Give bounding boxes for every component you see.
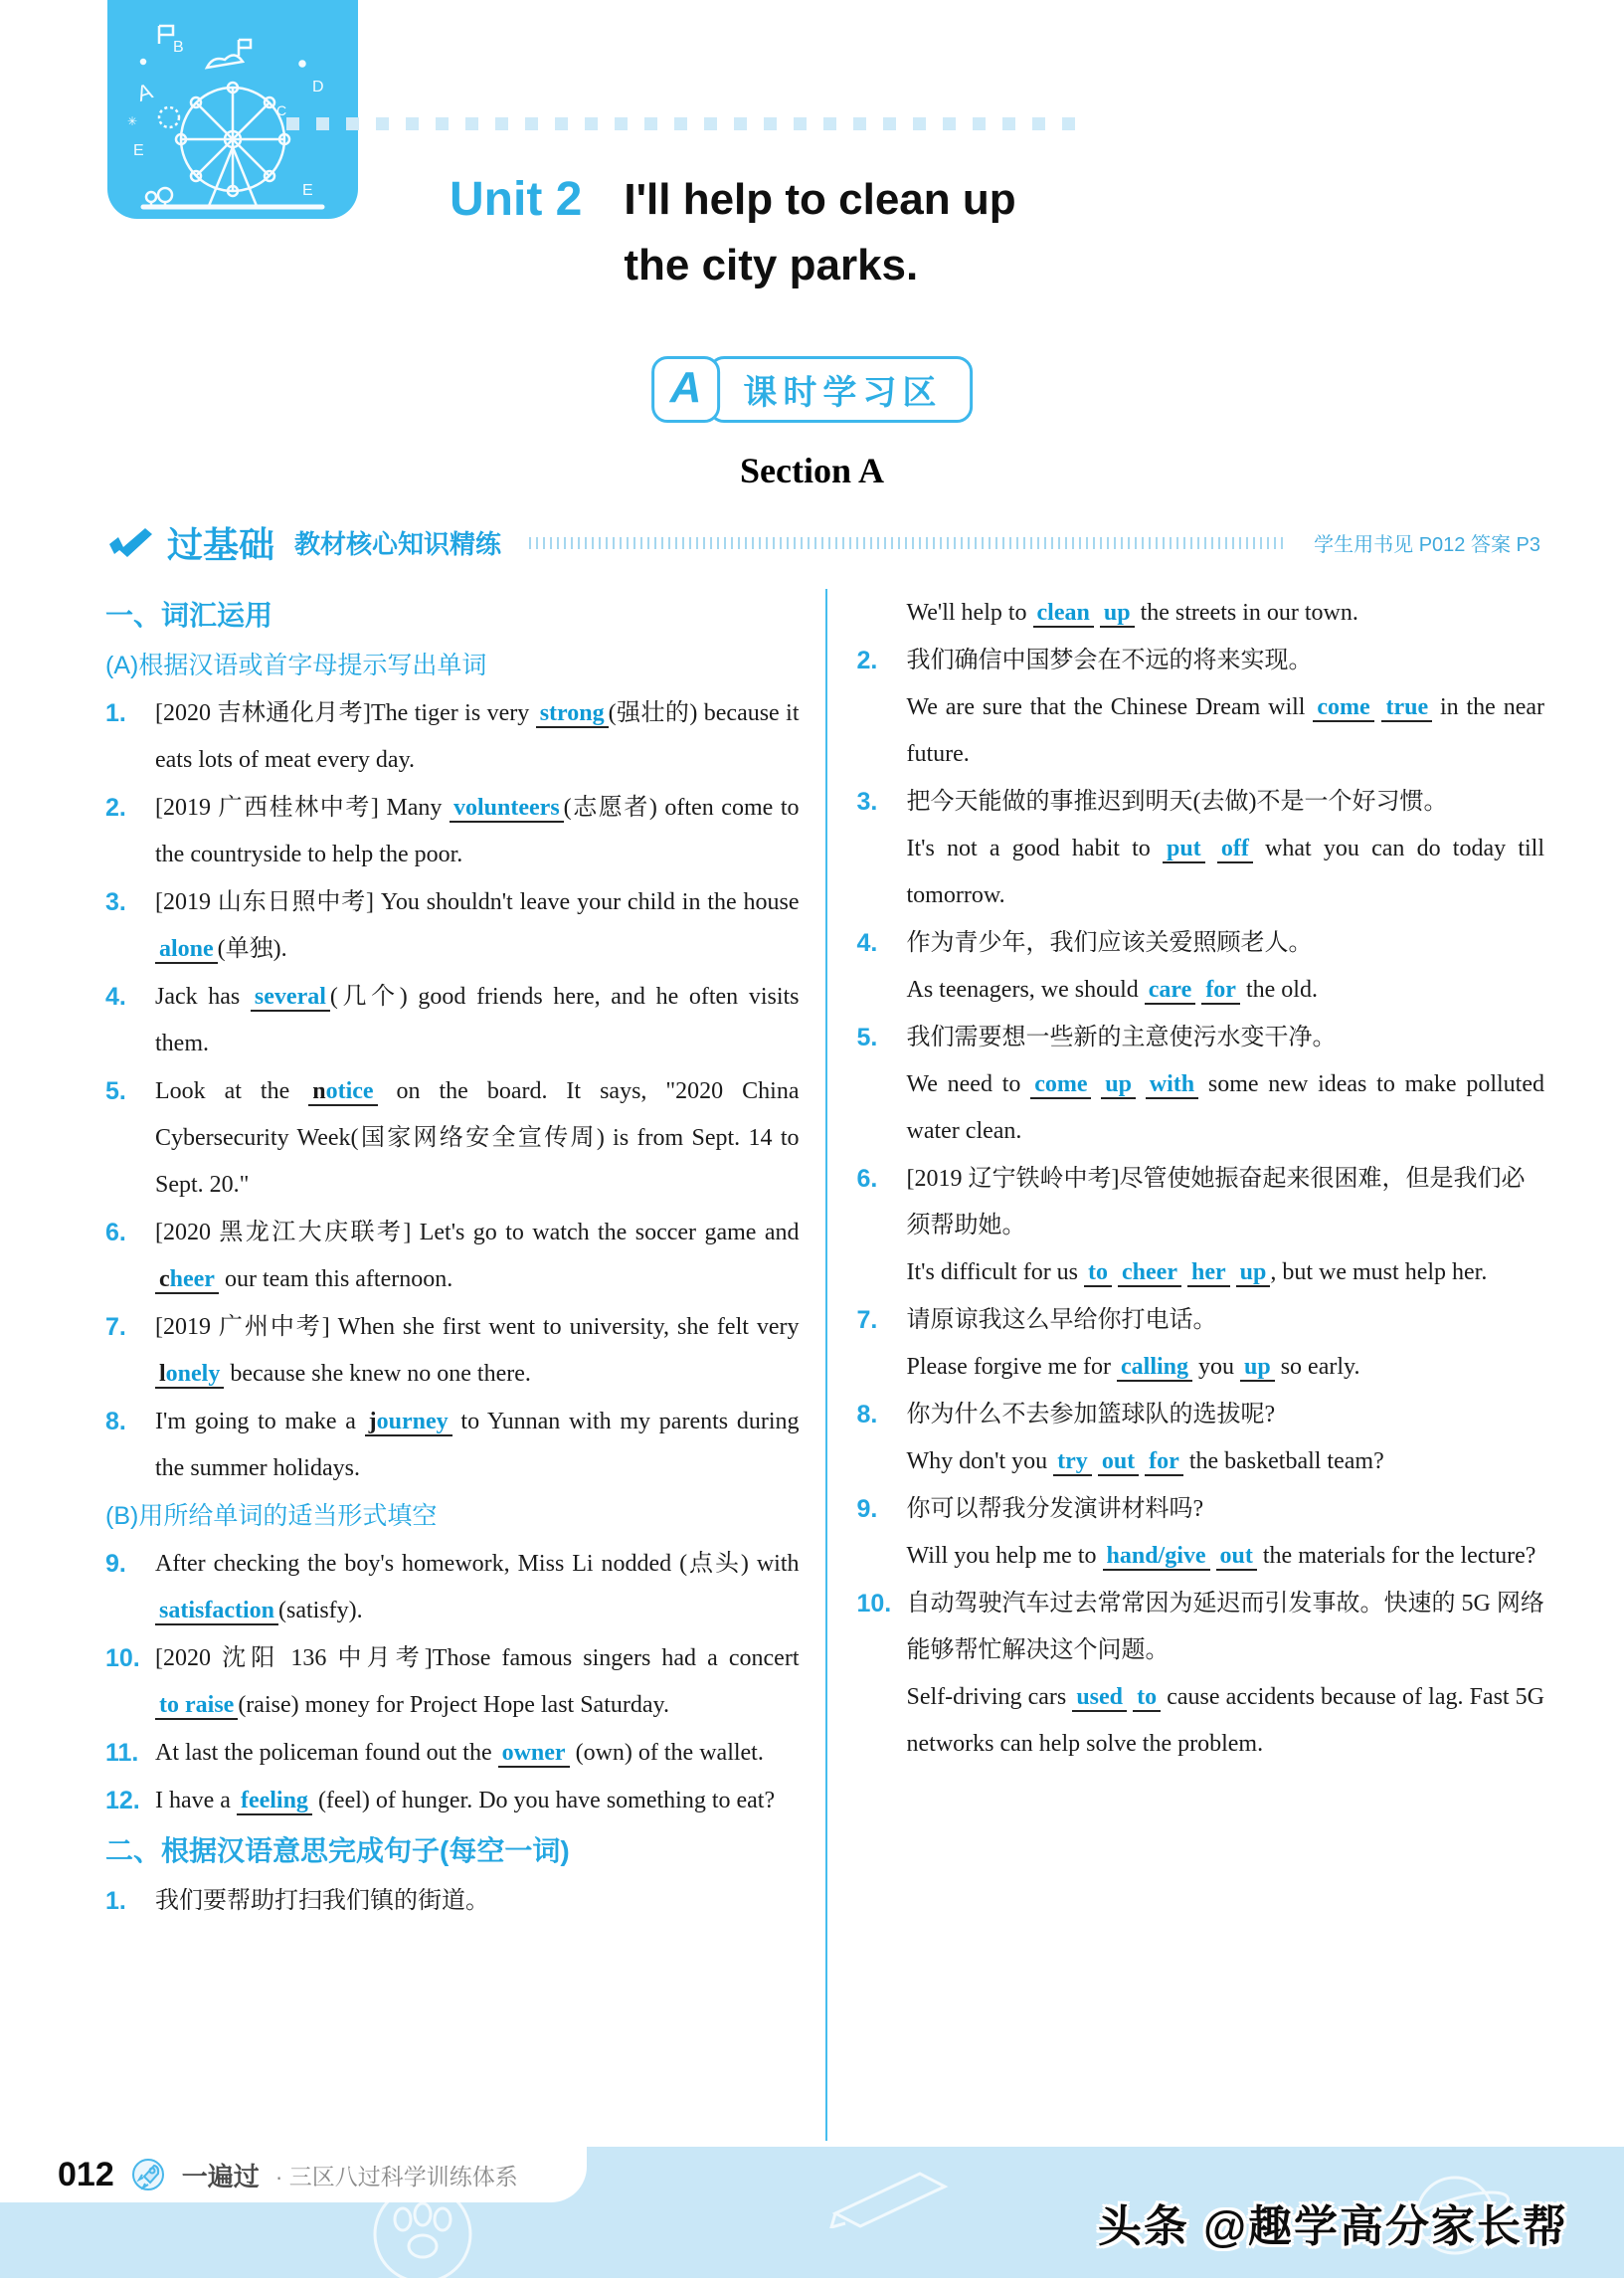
item-number: 3. — [856, 788, 878, 816]
answer-blank: up — [1240, 1354, 1275, 1382]
answer-blank: to raise — [155, 1692, 238, 1720]
english-answer-sentence: We need to come up with some new ideas to make polluted water clean. — [906, 1071, 1544, 1144]
item-body — [907, 590, 1545, 637]
unit-title-line1: I'll help to clean up — [624, 175, 1016, 224]
zone-badge — [651, 356, 974, 423]
item-body — [907, 638, 1545, 778]
answer-blank: up — [1100, 600, 1135, 628]
exercise-item — [105, 1878, 800, 1925]
item-number: 1. — [105, 699, 126, 727]
svg-text:B: B — [173, 39, 184, 56]
chinese-prompt: 我们需要想一些新的主意使污水变干净。 — [906, 1025, 1337, 1050]
answer-blank: true — [1381, 694, 1432, 722]
item-number: 10. — [105, 1644, 140, 1672]
answer-blank: put — [1163, 836, 1205, 863]
item-body — [155, 690, 800, 784]
exercise-item — [105, 1778, 800, 1824]
pencil-doodle — [825, 2159, 965, 2228]
page-ref: 学生用书见 P012 答案 P3 — [1314, 534, 1540, 556]
ferris-wheel-art — [107, 0, 358, 219]
item-number: 9. — [856, 1495, 878, 1523]
item-body — [907, 1156, 1545, 1296]
first-letter-hint: c — [159, 1266, 170, 1292]
sentence: At last the policeman found out the owner (own) of the wallet. — [155, 1740, 764, 1766]
sentence: Look at the notice on the board. It says, "2020 China Cybersecurity Week(国家网络安全宣传周) is from Sept. 14 to Sept. 20." — [155, 1078, 800, 1198]
answer-blank: strong — [536, 700, 609, 728]
english-answer-sentence: Self-driving cars used to cause accidents because of lag. Fast 5G networks can help solve the problem. — [906, 1684, 1544, 1757]
zone-badge-label: 课时学习区 — [708, 356, 973, 423]
answer-blank: calling — [1117, 1354, 1192, 1382]
answer-blank: feeling — [237, 1788, 312, 1815]
item-body — [155, 879, 800, 973]
exercise-item — [857, 1392, 1545, 1485]
answer-blank: come — [1313, 694, 1373, 722]
exercise-item — [105, 974, 800, 1067]
unit-label: Unit 2 — [450, 173, 583, 226]
item-body — [907, 1486, 1545, 1580]
sentence: [2019 广西桂林中考] Many volunteers (志愿者) often come to the countryside to help the poor. — [155, 795, 800, 867]
sentence: [2019 广州中考] When she first went to university, she felt very lonely because she knew no one there. — [155, 1314, 800, 1387]
item-body — [155, 1878, 800, 1925]
item-body — [907, 1297, 1545, 1391]
exercise-item — [105, 785, 800, 878]
exercise-item — [105, 1635, 800, 1729]
item-number: 8. — [105, 1408, 126, 1435]
english-answer-sentence: We are sure that the Chinese Dream will come true in the near future. — [906, 694, 1544, 767]
answer-blank: journey — [365, 1409, 452, 1436]
exercise-item — [857, 590, 1545, 637]
svg-text:✳: ✳ — [127, 114, 138, 128]
right-column — [825, 589, 1545, 2141]
item-number: 8. — [856, 1401, 878, 1428]
item-number: 9. — [105, 1550, 126, 1578]
item-number — [857, 590, 907, 637]
answer-blank: alone — [155, 936, 218, 964]
first-letter-hint: j — [368, 1409, 377, 1434]
item-number: 6. — [856, 1165, 878, 1193]
unit-title-line2: the city parks. — [624, 241, 919, 289]
english-answer-sentence: We'll help to clean up the streets in our town. — [906, 600, 1358, 626]
module-subtitle: 教材核心知识精练 — [294, 529, 502, 559]
section-title: Section A — [739, 451, 884, 490]
chinese-prompt: 我们确信中国梦会在不远的将来实现。 — [906, 648, 1313, 673]
exercise-item — [857, 1297, 1545, 1391]
svg-text:A: A — [133, 78, 156, 106]
answer-blank: care — [1145, 977, 1196, 1005]
unit-header — [450, 167, 1016, 298]
unit-art-card — [107, 0, 358, 219]
item-number: 1. — [105, 1887, 126, 1915]
item-body — [155, 1399, 800, 1492]
english-answer-sentence: Will you help me to hand/give out the materials for the lecture? — [906, 1543, 1536, 1569]
answer-blank: out — [1216, 1543, 1257, 1571]
item-number: 6. — [105, 1219, 126, 1246]
sentence: [2020 吉林通化月考]The tiger is very strong (强壮的) because it eats lots of meat every day. — [155, 700, 800, 773]
answer-blank: for — [1145, 1448, 1183, 1476]
answer-blank: out — [1098, 1448, 1139, 1476]
answer-blank: notice — [308, 1078, 377, 1106]
answer-blank: to — [1133, 1684, 1161, 1712]
english-answer-sentence: Why don't you try out for the basketball team? — [906, 1448, 1384, 1474]
exercise-item — [105, 1068, 800, 1209]
exercise-item — [105, 1399, 800, 1492]
item-body — [907, 1392, 1545, 1485]
answer-blank: try — [1053, 1448, 1092, 1476]
dotted-divider — [529, 537, 1286, 549]
exercise-item — [105, 690, 800, 784]
answer-blank: volunteers — [450, 795, 564, 823]
zone-badge-letter: A — [651, 356, 721, 423]
item-body — [907, 779, 1545, 919]
svg-text:E: E — [302, 182, 313, 199]
sentence: Jack has several (几个) good friends here, and he often visits them. — [155, 984, 800, 1056]
module-name: 过基础 — [167, 524, 275, 565]
answer-blank: lonely — [155, 1361, 224, 1389]
sentence: I have a feeling (feel) of hunger. Do you have something to eat? — [155, 1788, 776, 1813]
english-answer-sentence: It's not a good habit to put off what you can do today till tomorrow. — [906, 836, 1544, 908]
item-number: 4. — [856, 929, 878, 957]
left-column — [105, 589, 825, 2141]
module-bar — [107, 517, 1540, 568]
chinese-prompt: 我们要帮助打扫我们镇的街道。 — [155, 1888, 489, 1914]
item-number: 5. — [105, 1077, 126, 1105]
exercise-item — [857, 1486, 1545, 1580]
chinese-prompt: 作为青少年，我们应该关爱照顾老人。 — [906, 930, 1313, 956]
item-number: 3. — [105, 888, 126, 916]
answer-blank: come — [1030, 1071, 1091, 1099]
unit-title — [624, 167, 1015, 298]
footer-band — [0, 2147, 1624, 2278]
answer-blank: up — [1101, 1071, 1136, 1099]
item-number: 11. — [105, 1739, 139, 1767]
svg-text:D: D — [312, 79, 324, 95]
sentence: [2020 黑龙江大庆联考] Let's go to watch the soccer game and cheer our team this afternoon. — [155, 1220, 800, 1292]
dotted-squares-row — [286, 117, 1082, 130]
item-body — [907, 920, 1545, 1014]
chinese-prompt: 你可以帮我分发演讲材料吗? — [906, 1496, 1204, 1522]
item-body — [155, 1210, 800, 1303]
part-heading: (A)根据汉语或首字母提示写出单词 — [105, 652, 487, 679]
english-answer-sentence: Please forgive me for calling you up so early. — [906, 1354, 1360, 1380]
answer-blank: hand/give — [1103, 1543, 1210, 1571]
item-body — [155, 1541, 800, 1634]
item-number: 12. — [105, 1787, 140, 1814]
page-number: 012 — [58, 2155, 114, 2193]
exercise-item — [857, 920, 1545, 1014]
item-number: 5. — [856, 1024, 878, 1051]
exercise-item — [857, 779, 1545, 919]
answer-blank: used — [1072, 1684, 1127, 1712]
item-body — [907, 1015, 1545, 1155]
rocket-icon — [130, 2157, 166, 2192]
brand-tagline: · 三区八过科学训练体系 — [274, 2163, 518, 2189]
brand-name: 一遍过 — [181, 2161, 260, 2191]
exercise-item — [105, 879, 800, 973]
item-body — [155, 1730, 800, 1777]
chinese-prompt: 自动驾驶汽车过去常常因为延迟而引发事故。快速的 5G 网络能够帮忙解决这个问题。 — [906, 1591, 1544, 1663]
chinese-prompt: 你为什么不去参加篮球队的选拔呢? — [906, 1402, 1276, 1428]
exercise-item — [105, 1541, 800, 1634]
chinese-prompt: 请原谅我这么早给你打电话。 — [906, 1307, 1217, 1333]
sentence: [2020 沈阳 136 中月考]Those famous singers had a concert to raise (raise) money for Project Hope last Saturday. — [155, 1645, 800, 1718]
answer-blank: with — [1146, 1071, 1198, 1099]
exercise-item — [857, 1156, 1545, 1296]
item-body — [155, 974, 800, 1067]
exercise-item — [105, 1210, 800, 1303]
item-body — [155, 1068, 800, 1209]
item-number: 2. — [856, 647, 878, 674]
sentence: I'm going to make a journey to Yunnan with my parents during the summer holidays. — [155, 1409, 800, 1481]
item-number: 7. — [856, 1306, 878, 1334]
answer-blank: off — [1217, 836, 1253, 863]
answer-blank: to — [1084, 1259, 1112, 1287]
first-letter-hint: l — [159, 1361, 166, 1387]
item-body — [155, 1635, 800, 1729]
part-heading: (B)用所给单词的适当形式填空 — [105, 1502, 438, 1530]
answer-blank: owner — [498, 1740, 570, 1768]
item-number: 4. — [105, 983, 126, 1011]
part-heading: 二、根据汉语意思完成句子(每空一词) — [105, 1835, 570, 1866]
english-answer-sentence: As teenagers, we should care for the old. — [906, 977, 1318, 1003]
item-number: 10. — [856, 1590, 892, 1618]
answer-blank: cheer — [155, 1266, 219, 1294]
sentence: After checking the boy's homework, Miss Li nodded (点头) with satisfaction (satisfy). — [155, 1551, 800, 1623]
exercise-item — [105, 1304, 800, 1398]
part-heading: 一、词汇运用 — [105, 600, 273, 631]
item-body — [155, 785, 800, 878]
svg-text:E: E — [133, 142, 144, 159]
answer-blank: her — [1187, 1259, 1230, 1287]
answer-blank: cheer — [1118, 1259, 1181, 1287]
first-letter-hint: n — [312, 1078, 326, 1104]
exercise-item — [857, 638, 1545, 778]
item-body — [907, 1581, 1545, 1768]
exercise-item — [857, 1581, 1545, 1768]
chinese-prompt: [2019 辽宁铁岭中考]尽管使她振奋起来很困难，但是我们必须帮助她。 — [906, 1166, 1526, 1238]
english-answer-sentence: It's difficult for us to cheer her up , but we must help her. — [906, 1259, 1488, 1285]
footer-tab — [0, 2147, 587, 2202]
item-body — [155, 1304, 800, 1398]
double-check-icon — [107, 526, 153, 560]
answer-blank: up — [1236, 1259, 1271, 1287]
sentence: [2019 山东日照中考] You shouldn't leave your child in the house alone (单独). — [155, 889, 800, 962]
item-body — [155, 1778, 800, 1824]
answer-blank: satisfaction — [155, 1598, 278, 1625]
exercise-item — [857, 1015, 1545, 1155]
exercise-item — [105, 1730, 800, 1777]
item-number: 7. — [105, 1313, 126, 1341]
item-number: 2. — [105, 794, 126, 822]
svg-text:C: C — [276, 102, 287, 118]
answer-blank: for — [1201, 977, 1240, 1005]
exercise-columns — [105, 589, 1544, 2141]
chinese-prompt: 把今天能做的事推迟到明天(去做)不是一个好习惯。 — [906, 789, 1448, 815]
answer-blank: clean — [1033, 600, 1094, 628]
answer-blank: several — [251, 984, 330, 1012]
watermark: 头条 @趣学高分家长帮 — [1097, 2202, 1568, 2251]
